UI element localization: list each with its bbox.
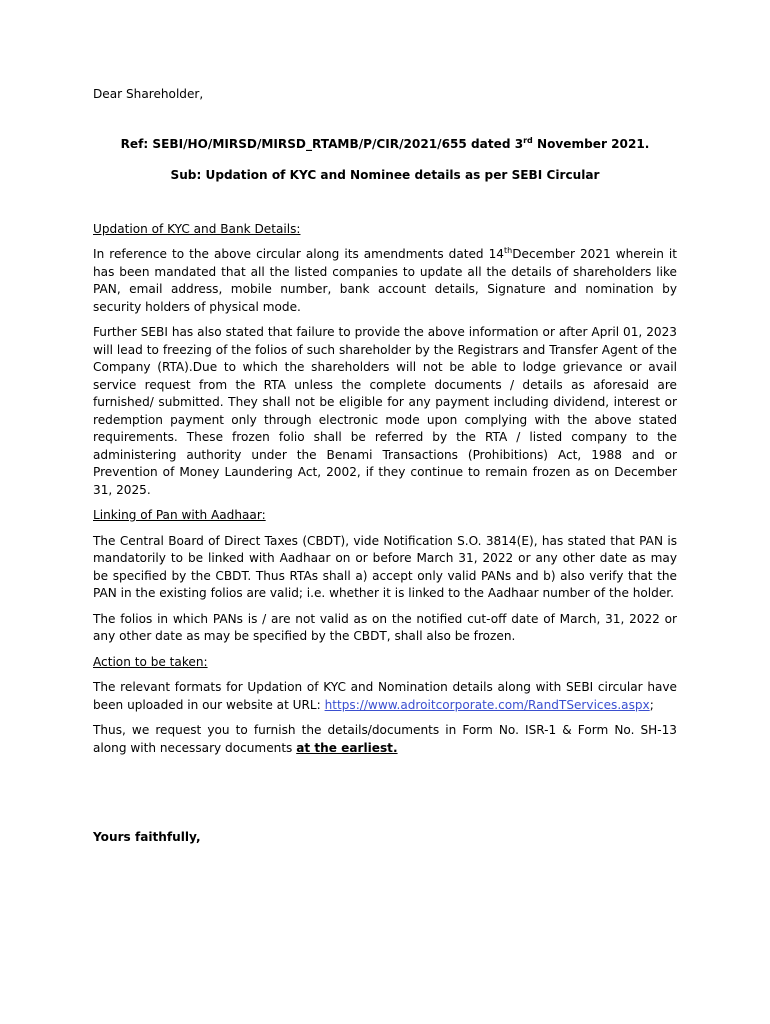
closing-line: Yours faithfully, <box>93 830 201 844</box>
action-paragraph-2 <box>93 722 677 757</box>
pan-paragraph-2: The folios in which PANs is / are not valid as on the notified cut-off date of March, 31, 2022 or any other date as may be specified by the CBDT, shall also be frozen. <box>93 611 677 643</box>
reference-ordinal: rd <box>523 135 533 145</box>
letter-page <box>93 86 677 859</box>
reference-date-suffix: November 2021. <box>532 136 650 151</box>
action-paragraph-1-text: The relevant formats for Updation of KYC and Nomination details along with SEBI circular have been uploaded in our website at URL: <box>93 680 677 712</box>
action-paragraph-1 <box>93 679 677 714</box>
earliest-emphasis: at the earliest. <box>296 740 398 755</box>
kyc-heading: Updation of KYC and Bank Details: <box>93 221 301 236</box>
kyc-paragraph-1 <box>93 246 677 316</box>
kyc-paragraph-1-rest: December 2021 wherein it has been mandated that all the listed companies to update all the details of shareholders like PAN, email address, mobile number, bank account details, Signature and nomination by security holders of physical mode. <box>93 247 678 314</box>
kyc-paragraph-1-text: In reference to the above circular along its amendments dated 14 <box>93 247 505 261</box>
reference-text: Ref: SEBI/HO/MIRSD/MIRSD_RTAMB/P/CIR/2021/655 dated 3 <box>120 136 524 151</box>
pan-aadhaar-heading: Linking of Pan with Aadhaar: <box>93 508 266 522</box>
action-paragraph-2-text: Thus, we request you to furnish the details/documents in Form No. ISR-1 & Form No. SH-13 along with necessary documents <box>93 723 677 755</box>
pan-paragraph-1: The Central Board of Direct Taxes (CBDT), vide Notification S.O. 3814(E), has stated that PAN is mandatorily to be linked with Aadhaar on or before March 31, 2022 or any other date as may be specified by the CBDT. Thus RTAs shall a) accept only valid PANs and b) also verify that the PAN in the existing folios are valid; i.e. whether it is linked to the Aadhaar number of the holder. <box>93 533 677 600</box>
kyc-paragraph-1-ordinal: th <box>504 245 513 255</box>
action-paragraph-1-end: ; <box>649 697 654 712</box>
kyc-paragraph-2: Further SEBI has also stated that failure to provide the above information or after April 01, 2023 will lead to freezing of the folios of such shareholder by the Registrars and Transfer Agent of the Company (RTA).Due to which the shareholders will not be able to lodge grievance or avail service request from the RTA unless the complete documents / details as aforesaid are furnished/ submitted. They shall not be eligible for any payment including dividend, interest or redemption payment only through electronic mode upon complying with the above stated requirements. These frozen folio shall be referred by the RTA / listed company to the administering authority under the Benami Transactions (Prohibitions) Act, 1988 and or Prevention of Money Laundering Act, 2002, if they continue to remain frozen as on December 31, 2025. <box>93 325 677 497</box>
action-heading: Action to be taken: <box>93 654 208 669</box>
reference-line <box>93 136 677 154</box>
services-url-link[interactable]: https://www.adroitcorporate.com/RandTServices.aspx <box>324 697 650 712</box>
salutation: Dear Shareholder, <box>93 87 204 101</box>
subject-line: Sub: Updation of KYC and Nominee details as per SEBI Circular <box>170 168 600 182</box>
